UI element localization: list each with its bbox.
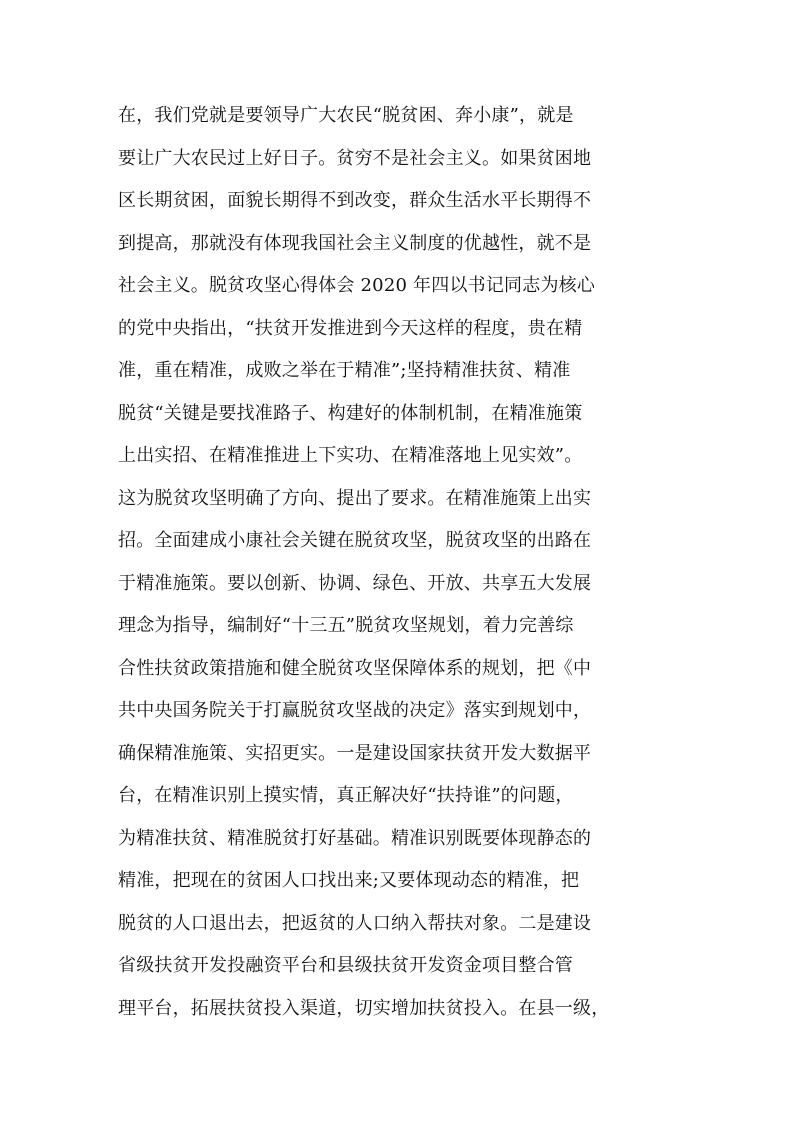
- text-line: 台，在精准识别上摸实情，真正解决好“扶持谁”的问题，: [118, 785, 574, 806]
- text-line: 于精准施策。要以创新、协调、绿色、开放、共享五大发展: [118, 572, 592, 594]
- text-line: 为精准扶贫、精准脱贫打好基础。精准识别既要体现静态的: [118, 827, 592, 849]
- text-line: 精准，把现在的贫困人口找出来;又要体现动态的精准，把: [118, 870, 580, 891]
- text-line: 准，重在精准，成败之举在于精准”;坚持精准扶贫、精准: [118, 360, 571, 381]
- text-line: 要让广大农民过上好日子。贫穷不是社会主义。如果贫困地: [118, 147, 592, 169]
- body-text: [118, 95, 690, 1030]
- text-line: 这为脱贫攻坚明确了方向、提出了要求。在精准施策上出实: [118, 487, 592, 509]
- text-line: 脱贫“关键是要找准路子、构建好的体制机制，在精准施策: [118, 402, 583, 424]
- text-line: 社会主义。脱贫攻坚心得体会 2020 年四以书记同志为核心: [118, 275, 596, 296]
- text-line: 脱贫的人口退出去，把返贫的人口纳入帮扶对象。二是建设: [118, 912, 592, 934]
- text-line: 招。全面建成小康社会关键在脱贫攻坚，脱贫攻坚的出路在: [118, 530, 592, 551]
- text-line: 合性扶贫政策措施和健全脱贫攻坚保障体系的规划，把《中: [118, 657, 592, 679]
- text-line: 区长期贫困，面貌长期得不到改变，群众生活水平长期得不: [118, 190, 592, 211]
- text-line: 确保精准施策、实招更实。一是建设国家扶贫开发大数据平: [118, 742, 592, 764]
- text-line: 到提高，那就没有体现我国社会主义制度的优越性，就不是: [118, 232, 592, 254]
- text-line: 在，我们党就是要领导广大农民“脱贫困、奔小康”，就是: [118, 105, 574, 126]
- text-line: 上出实招、在精准推进上下实功、在精准落地上见实效”。: [118, 445, 583, 466]
- text-line: 的党中央指出，“扶贫开发推进到今天这样的程度，贵在精: [118, 317, 583, 339]
- text-line: 理念为指导，编制好“十三五”脱贫攻坚规划，着力完善综: [118, 615, 574, 636]
- text-line: 省级扶贫开发投融资平台和县级扶贫开发资金项目整合管: [118, 955, 573, 976]
- text-line: 共中央国务院关于打赢脱贫攻坚战的决定》落实到规划中，: [118, 700, 592, 721]
- text-line: 理平台，拓展扶贫投入渠道，切实增加扶贫投入。在县一级，: [118, 997, 610, 1019]
